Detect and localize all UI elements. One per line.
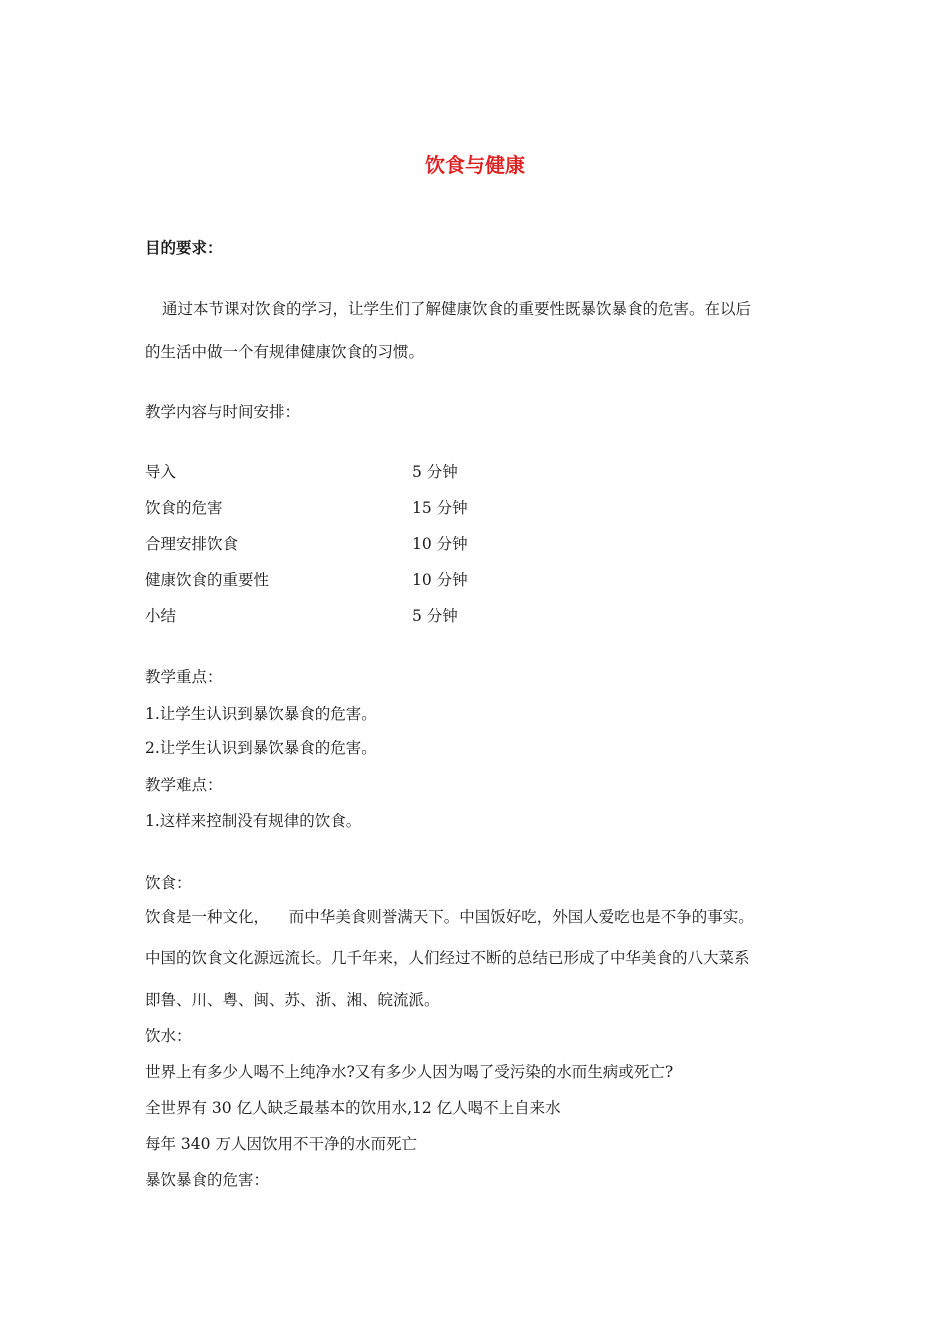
schedule-topic: 合理安排饮食 <box>145 535 239 553</box>
key-point-item: 2.让学生认识到暴饮暴食的危害。 <box>145 739 377 757</box>
key-points-heading: 教学重点： <box>145 668 223 686</box>
schedule-time: 15 分钟 <box>412 499 468 517</box>
diet-line-1: 饮食是一种文化， 而中华美食则誉满天下。中国饭好吃，外国人爱吃也是不争的事实。 <box>145 908 754 926</box>
schedule-topic: 饮食的危害 <box>145 499 223 517</box>
page-title: 饮食与健康 <box>425 153 525 177</box>
key-point-item: 1.让学生认识到暴饮暴食的危害。 <box>145 705 377 723</box>
schedule-time: 10 分钟 <box>412 535 468 553</box>
difficult-point-item: 1.这样来控制没有规律的饮食。 <box>145 812 362 830</box>
objective-heading: 目的要求： <box>145 239 223 257</box>
overeating-heading: 暴饮暴食的危害： <box>145 1171 270 1189</box>
schedule-time: 5 分钟 <box>412 463 458 481</box>
schedule-time: 5 分钟 <box>412 607 458 625</box>
difficult-points-heading: 教学难点： <box>145 776 223 794</box>
water-line-2: 全世界有 30 亿人缺乏最基本的饮用水,12 亿人喝不上自来水 <box>145 1099 561 1117</box>
diet-heading: 饮食： <box>145 874 192 892</box>
objective-line-1: 通过本节课对饮食的学习，让学生们了解健康饮食的重要性既暴饮暴食的危害。在以后 <box>162 300 752 318</box>
water-line-1: 世界上有多少人喝不上纯净水?又有多少人因为喝了受污染的水而生病或死亡? <box>145 1063 674 1081</box>
diet-line-3: 即鲁、川、粤、闽、苏、浙、湘、皖流派。 <box>145 991 440 1009</box>
schedule-topic: 导入 <box>145 463 177 481</box>
objective-line-2: 的生活中做一个有规律健康饮食的习惯。 <box>145 343 425 361</box>
schedule-topic: 健康饮食的重要性 <box>145 571 270 589</box>
schedule-time: 10 分钟 <box>412 571 468 589</box>
schedule-heading: 教学内容与时间安排： <box>145 403 301 421</box>
diet-line-2: 中国的饮食文化源远流长。几千年来，人们经过不断的总结已形成了中华美食的八大菜系 <box>145 949 750 967</box>
water-line-3: 每年 340 万人因饮用不干净的水而死亡 <box>145 1135 417 1153</box>
schedule-topic: 小结 <box>145 607 177 625</box>
water-heading: 饮水： <box>145 1027 192 1045</box>
